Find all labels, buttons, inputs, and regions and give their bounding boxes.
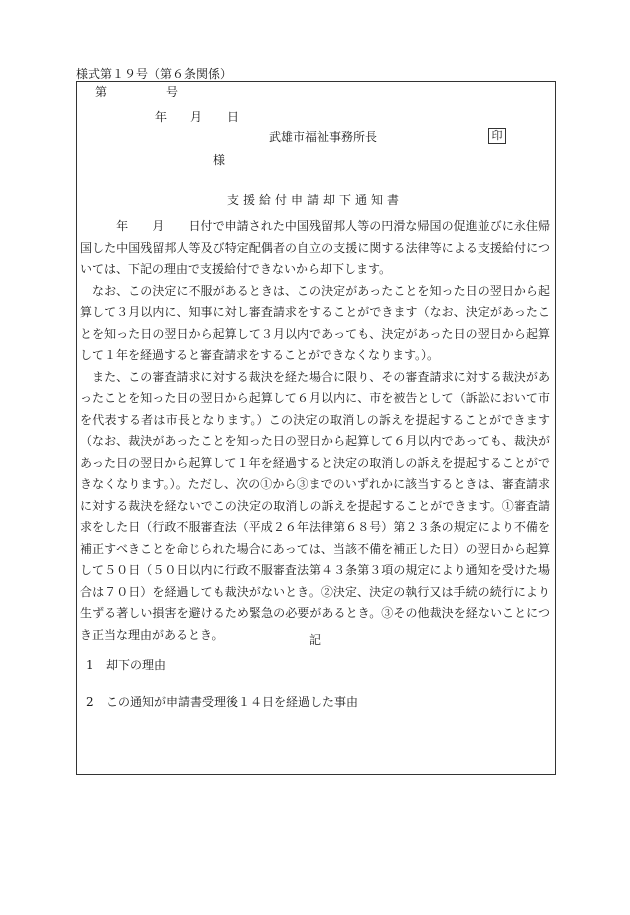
date-day: 日 xyxy=(227,110,240,124)
notice-body xyxy=(80,216,550,646)
item-2-number: 2 xyxy=(86,695,94,709)
seal-mark: 印 xyxy=(488,128,506,144)
item-2-text: この通知が申請書受理後１４日を経過した事由 xyxy=(106,695,359,709)
document-title: 支援給付申請却下通知書 xyxy=(226,193,403,207)
ki-heading: 記 xyxy=(308,633,321,647)
paragraph-appeal: なお、この決定に不服があるときは、この決定があったことを知った日の翌日から起算して３月以内に、知事に対し審査請求をすることができます（なお、決定があったことを知った日の翌日から起算して３月以内であっても、決定があった日の翌日から起算して１年を経過すると審査請求をすることができなくなります。）。 xyxy=(80,283,550,362)
date-month: 月 xyxy=(190,110,203,124)
paragraph-lawsuit: また、この審査請求に対する裁決を経た場合に限り、その審査請求に対する裁決があったことを知った日の翌日から起算して６月以内に、市を被告として（訴訟において市を代表する者は市長となります。）この決定の取消しの訴えを提起することができます（なお、裁決があったことを知った日の翌日から起算して６月以内であっても、裁決があった日の翌日から起算して１年を経過すると決定の取消しの訴えを提起することができなくなります。）。ただし、次の①から③までのいずれかに該当するときは、審査請求に対する裁決を経ないでこの決定の取消しの訴えを提起することができます。①審査請求をした日（行政不服審査法（平成２６年法律第６８号）第２３条の規定により不備を補正すべきことを命じられた場合にあっては、当該不備を補正した日）の翌日から起算して５０日（５０日以内に行政不服審査法第４３条第３項の規定により通知を受けた場合は７０日）を経過しても裁決がないとき。②決定、決定の執行又は手続の続行により生ずる著しい損害を避けるため緊急の必要があるとき。③その他裁決を経ないことにつき正当な理由があるとき。 xyxy=(80,369,550,642)
addressee-suffix: 様 xyxy=(213,153,226,167)
issuer-name: 武雄市福祉事務所長 xyxy=(269,130,378,144)
item-1-number: 1 xyxy=(86,658,94,672)
form-label: 様式第１９号（第６条関係） xyxy=(76,67,233,81)
date-year: 年 xyxy=(155,110,168,124)
doc-number-suffix: 号 xyxy=(166,85,179,99)
paragraph-decision: 年 月 日付で申請された中国残留邦人等の円滑な帰国の促進並びに永住帰国した中国残留邦人等及び特定配偶者の自立の支援に関する法律等による支援給付については、下記の理由で支援給付できないから却下します。 xyxy=(80,219,550,276)
item-1-text: 却下の理由 xyxy=(106,658,167,672)
doc-number-prefix: 第 xyxy=(95,85,108,99)
